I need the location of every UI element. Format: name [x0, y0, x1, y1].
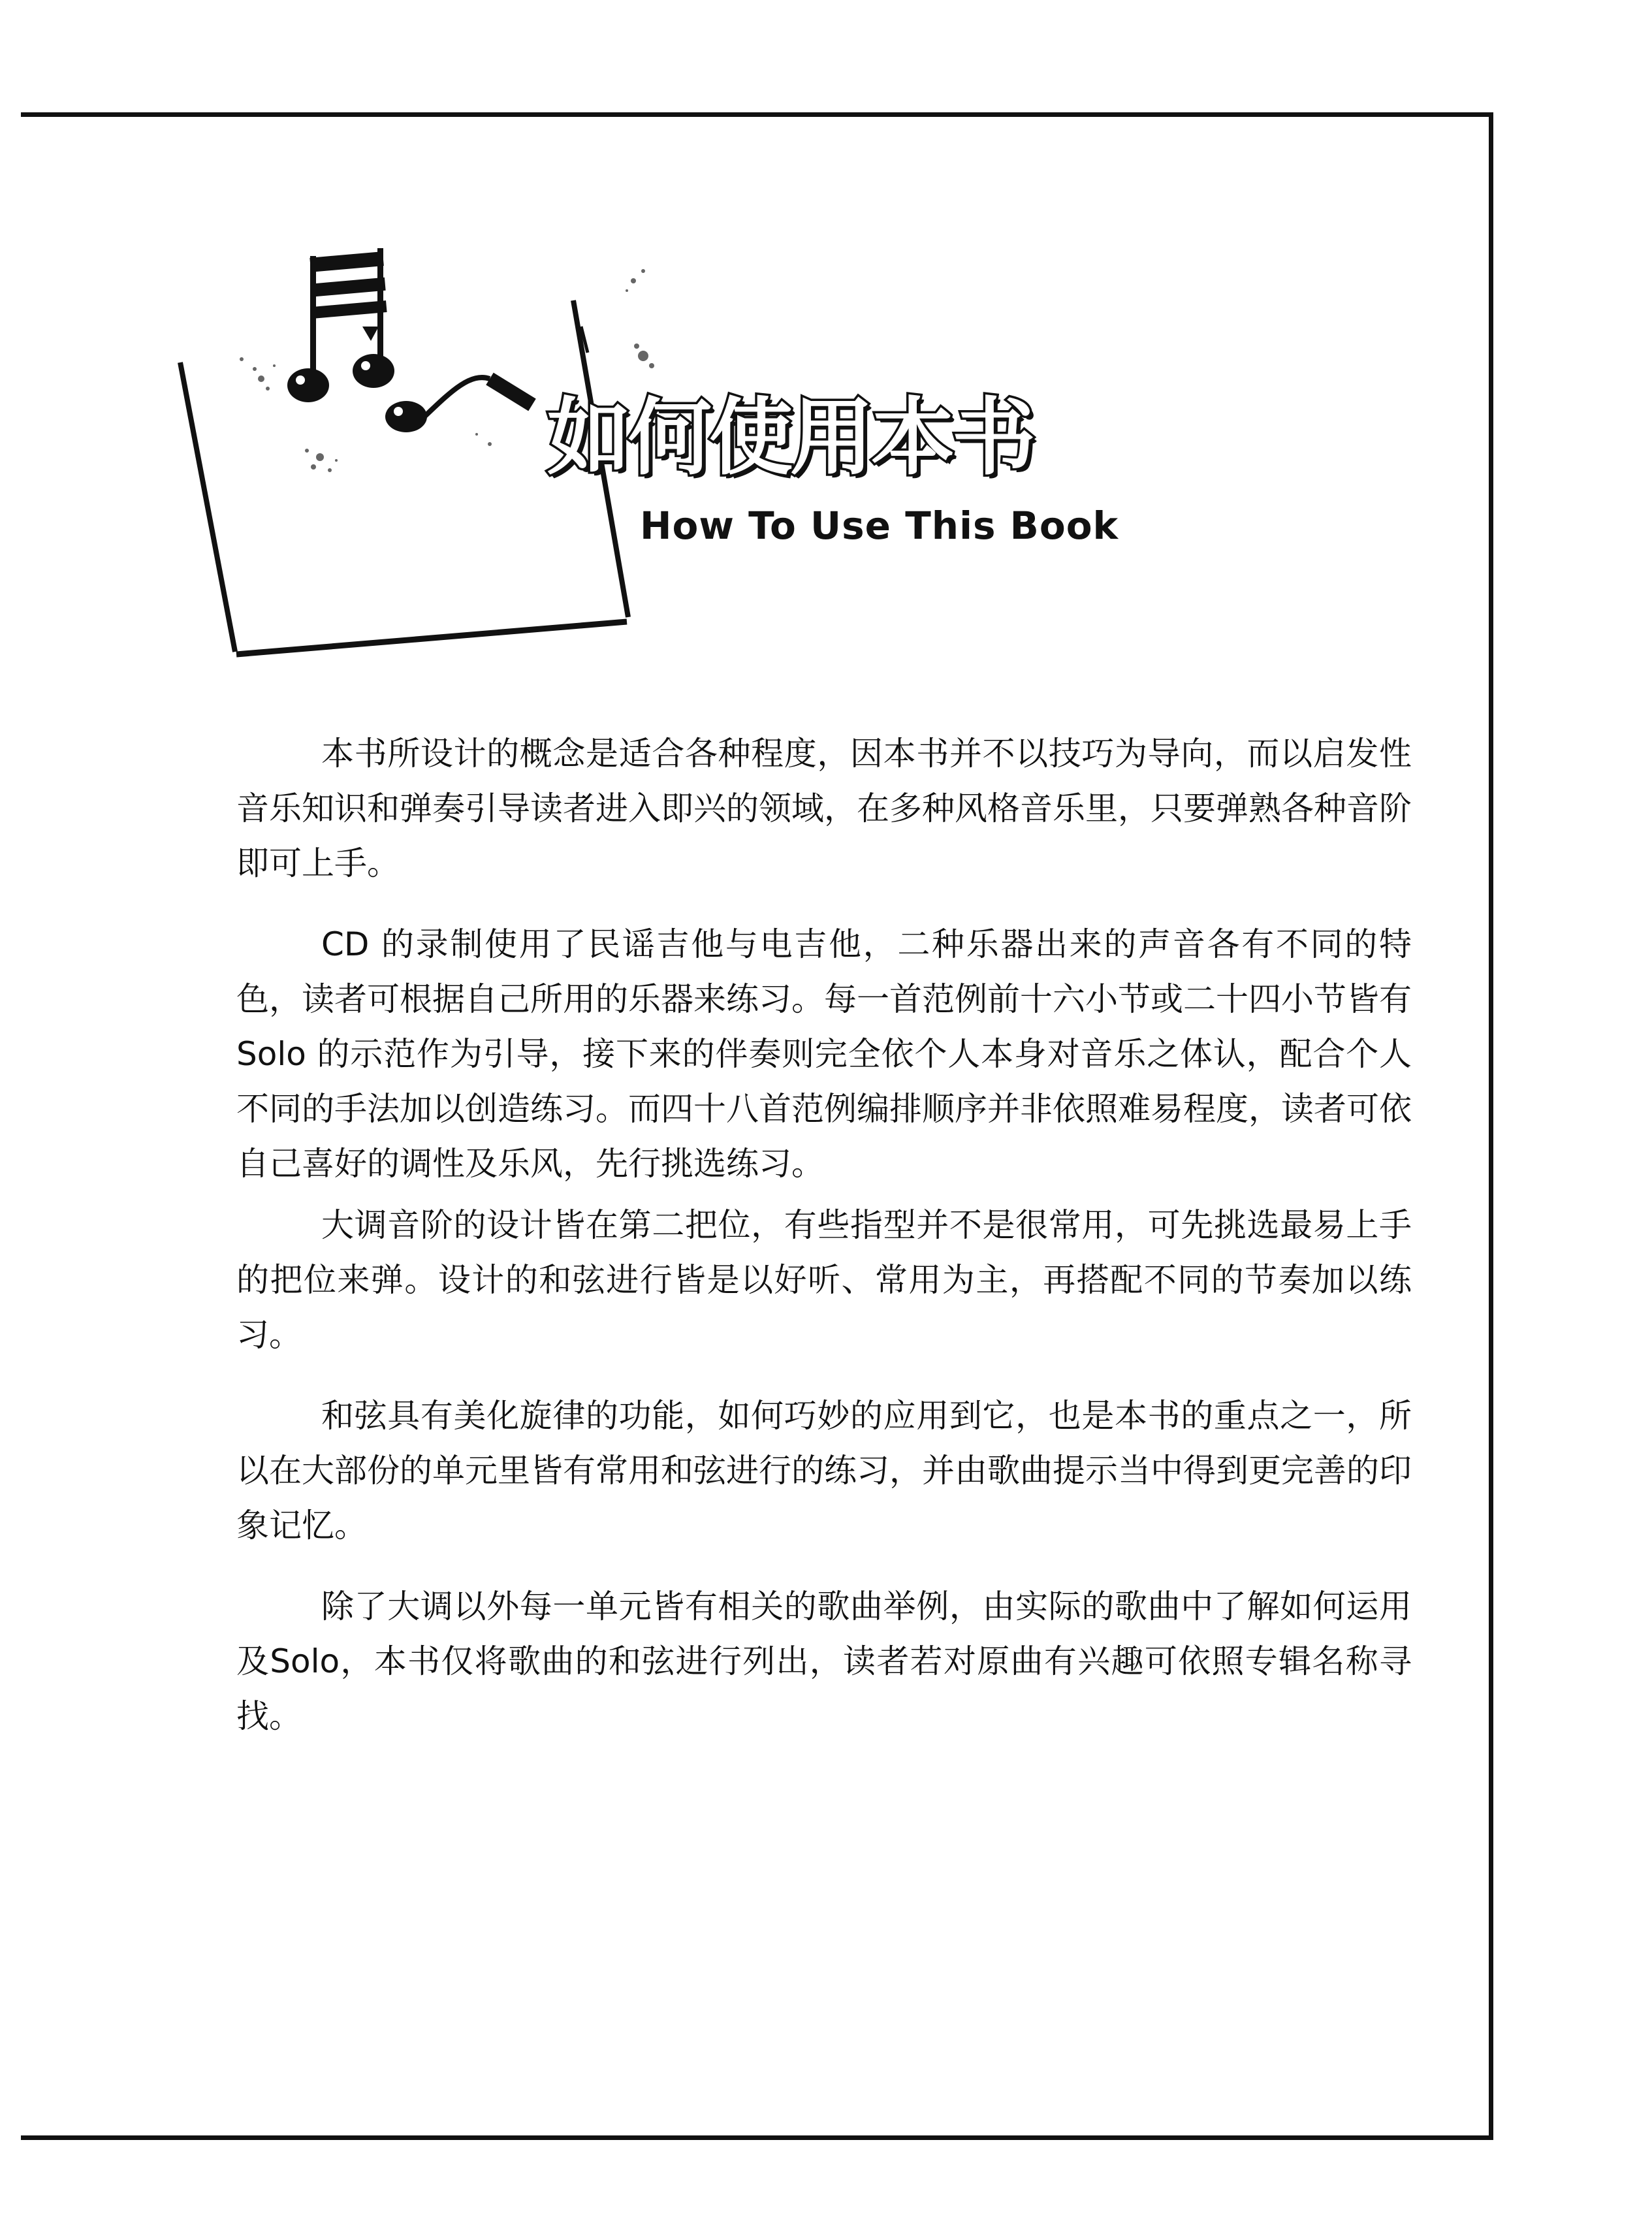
page-subtitle: How To Use This Book: [640, 503, 1119, 548]
paragraph: 和弦具有美化旋律的功能，如何巧妙的应用到它，也是本书的重点之一，所以在大部份的单元里皆有常用和弦进行的练习，并由歌曲提示当中得到更完善的印象记忆。: [236, 1397, 1412, 1544]
paragraph: 除了大调以外每一单元皆有相关的歌曲举例，由实际的歌曲中了解如何运用及Solo，本书仅将歌曲的和弦进行列出，读者若对原曲有兴趣可依照专辑名称寻找。: [236, 1588, 1412, 1735]
paragraph: CD 的录制使用了民谣吉他与电吉他，二种乐器出来的声音各有不同的特色，读者可根据自己所用的乐器来练习。每一首范例前十六小节或二十四小节皆有Solo 的示范作为引导，接下来的伴奏则完全依个人本身对音乐之体认，配合个人不同的手法加以创造练习。而四十八首范例编排顺序并非依照难易程度，读者可依自己喜好的调性及乐风，先行挑选练习。: [236, 925, 1412, 1183]
paragraph: 本书所设计的概念是适合各种程度，因本书并不以技巧为导向，而以启发性音乐知识和弹奏引导读者进入即兴的领域，在多种风格音乐里，只要弹熟各种音阶即可上手。: [236, 735, 1412, 882]
body-text: [236, 726, 1412, 1744]
paragraph: 大调音阶的设计皆在第二把位，有些指型并不是很常用，可先挑选最易上手的把位来弹。设计的和弦进行皆是以好听、常用为主，再搭配不同的节奏加以练习。: [236, 1206, 1412, 1354]
page-title: 如何使用本书: [547, 389, 1034, 487]
